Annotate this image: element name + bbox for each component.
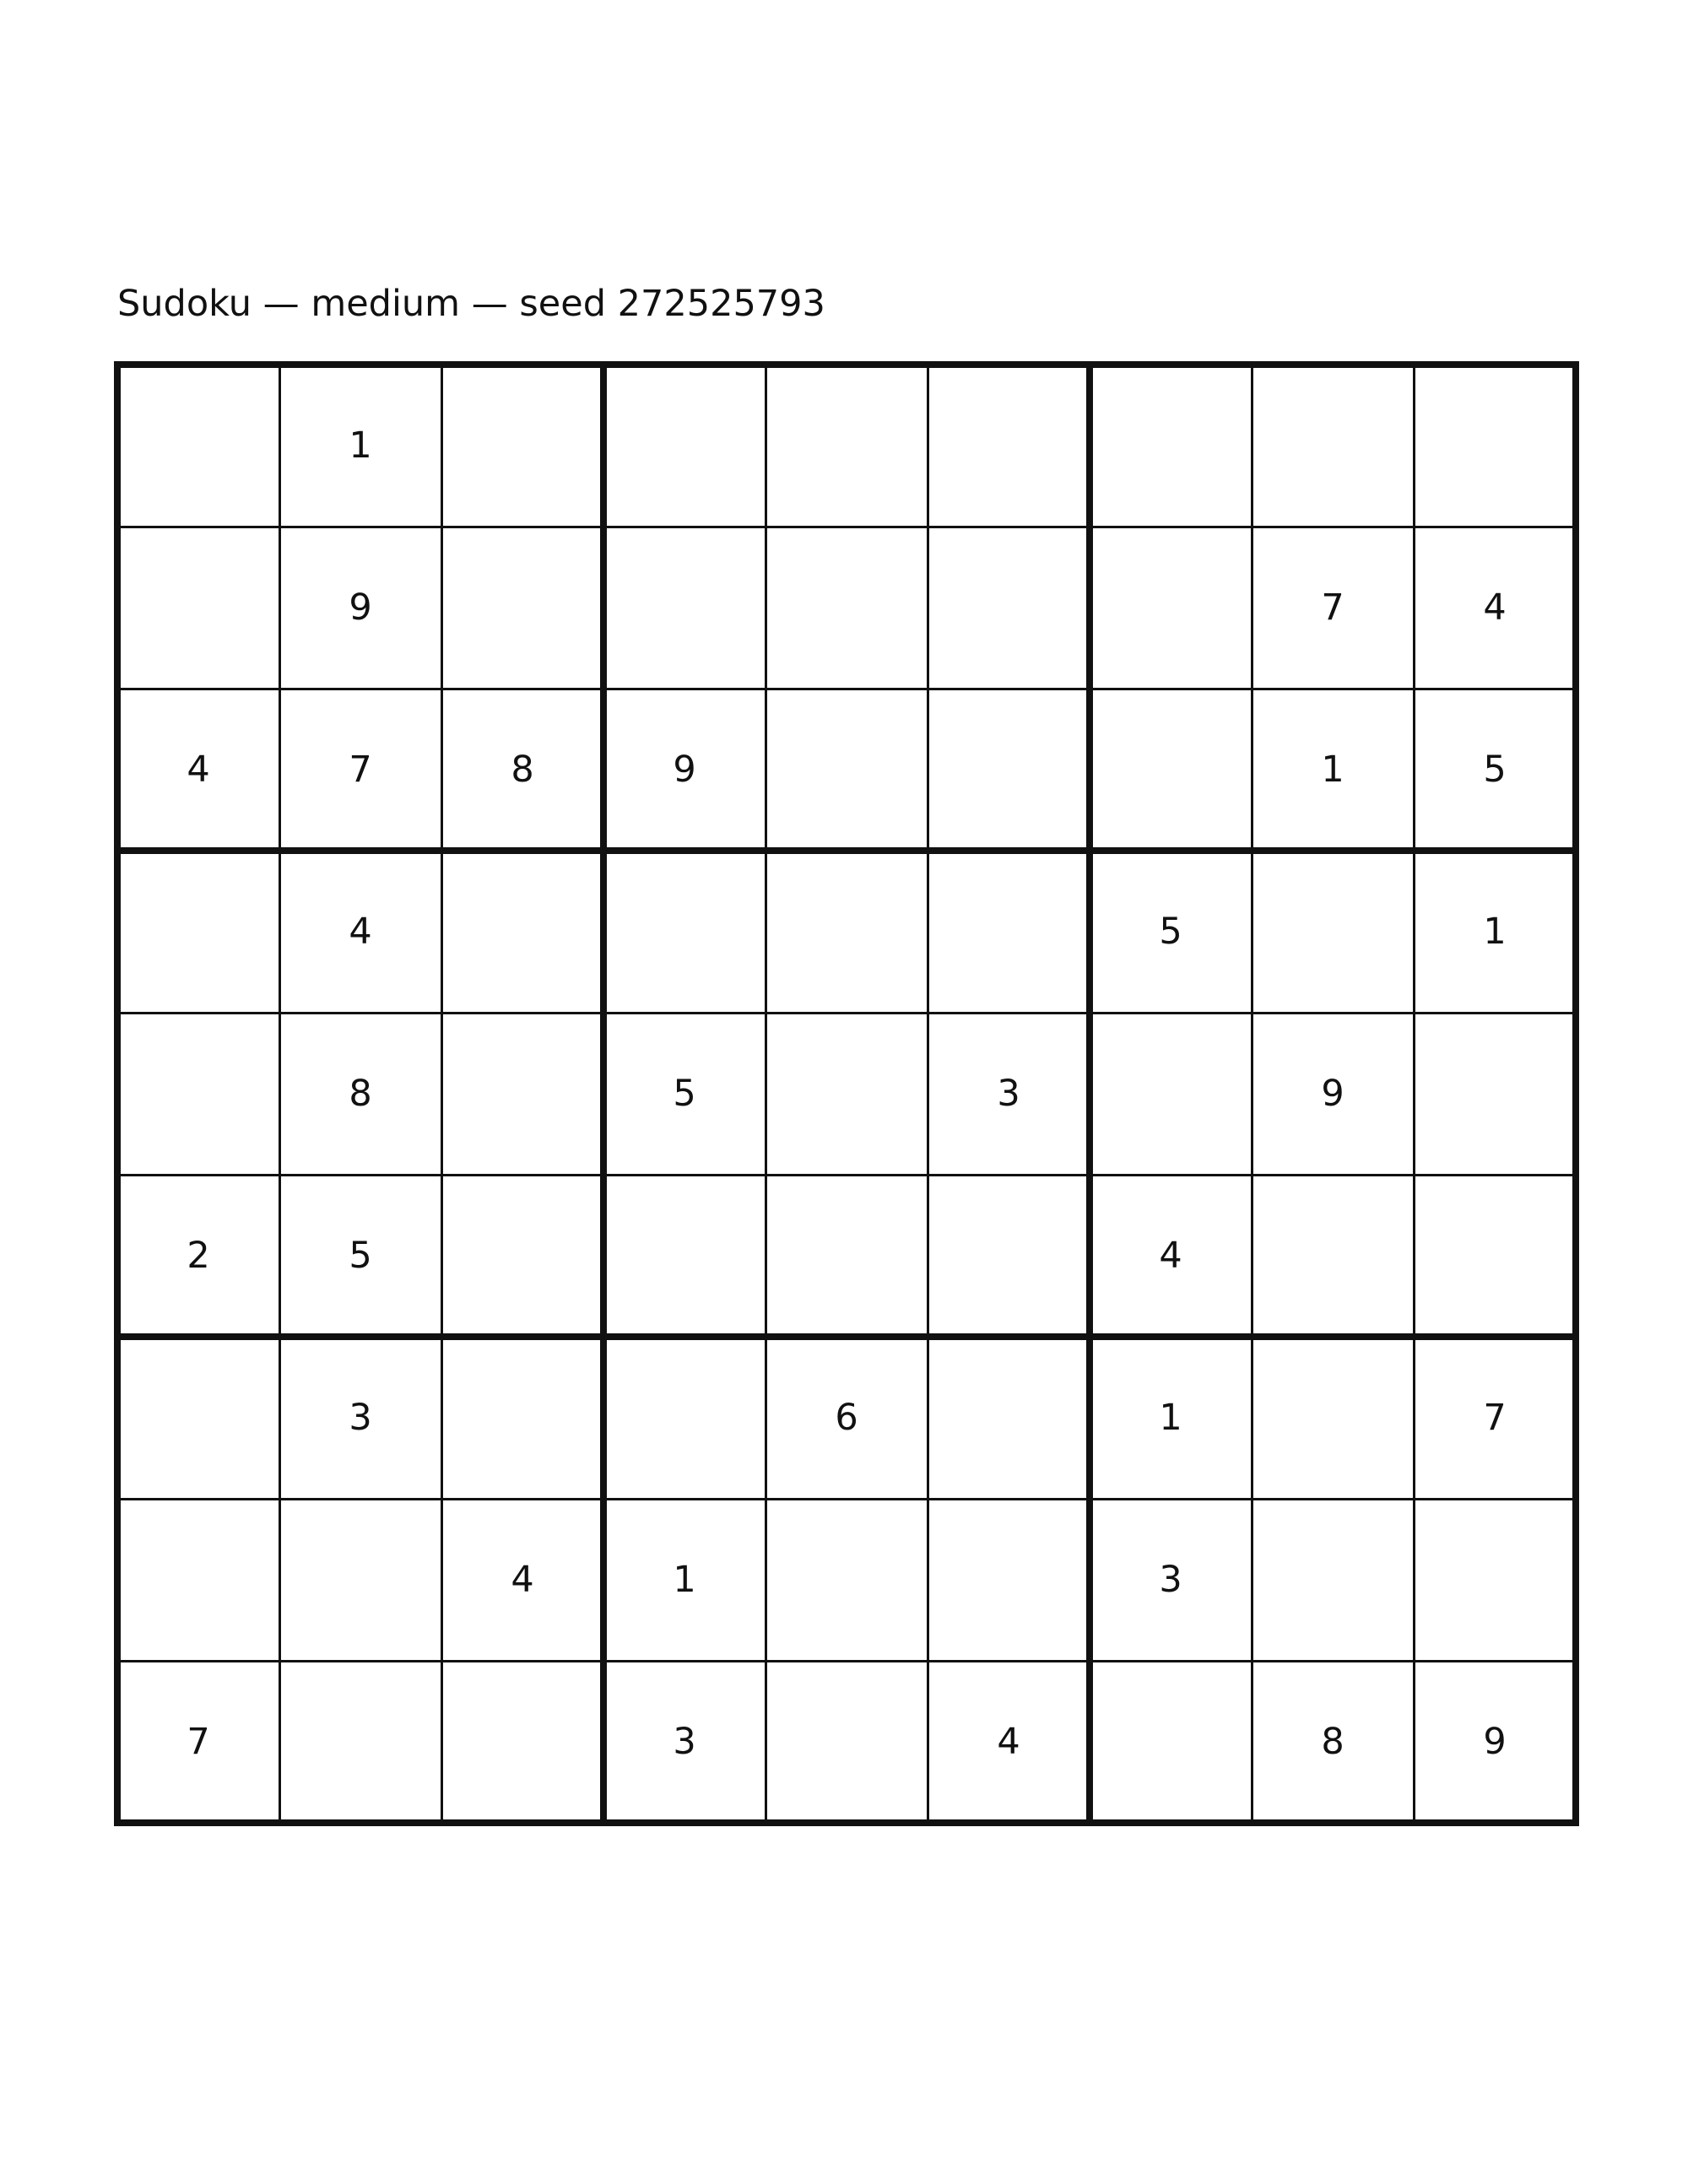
given-cell: 4 [1159, 1235, 1182, 1277]
empty-cell[interactable] [928, 689, 1090, 851]
empty-cell[interactable] [117, 1337, 279, 1499]
cell-divider-horizontal [114, 1012, 1579, 1014]
cell-divider-horizontal [114, 688, 1579, 690]
given-cell: 3 [997, 1073, 1020, 1115]
empty-cell[interactable] [603, 1337, 766, 1499]
empty-cell[interactable] [441, 365, 603, 527]
cell-divider-vertical [927, 361, 929, 1826]
given-cell: 7 [1483, 1397, 1507, 1439]
empty-cell[interactable] [441, 527, 603, 689]
empty-cell[interactable] [603, 1175, 766, 1337]
empty-cell[interactable] [1414, 365, 1576, 527]
empty-cell[interactable] [117, 527, 279, 689]
empty-cell[interactable] [1414, 1013, 1576, 1175]
empty-cell[interactable] [603, 365, 766, 527]
empty-cell[interactable] [766, 1499, 928, 1661]
empty-cell[interactable] [1252, 1175, 1414, 1337]
given-cell: 6 [835, 1397, 858, 1439]
empty-cell[interactable] [441, 1661, 603, 1823]
empty-cell[interactable] [603, 851, 766, 1013]
given-cell: 1 [1483, 911, 1507, 953]
box-divider-horizontal [114, 1819, 1579, 1826]
given-cell: 7 [1321, 587, 1344, 629]
cell-divider-vertical [1413, 361, 1415, 1826]
given-cell: 1 [673, 1559, 696, 1601]
empty-cell[interactable] [766, 527, 928, 689]
given-cell: 1 [1321, 749, 1344, 791]
empty-cell[interactable] [117, 851, 279, 1013]
puzzle-title: Sudoku — medium — seed 272525793 [117, 283, 825, 325]
empty-cell[interactable] [1090, 527, 1252, 689]
empty-cell[interactable] [928, 365, 1090, 527]
empty-cell[interactable] [1252, 1499, 1414, 1661]
given-cell: 9 [349, 587, 372, 629]
empty-cell[interactable] [766, 851, 928, 1013]
given-cell: 1 [349, 424, 372, 467]
empty-cell[interactable] [766, 365, 928, 527]
empty-cell[interactable] [928, 527, 1090, 689]
cell-divider-horizontal [114, 526, 1579, 528]
sudoku-board [117, 365, 1576, 1823]
empty-cell[interactable] [441, 1013, 603, 1175]
empty-cell[interactable] [766, 1175, 928, 1337]
empty-cell[interactable] [1414, 1175, 1576, 1337]
cell-divider-vertical [1251, 361, 1253, 1826]
given-cell: 9 [1321, 1073, 1344, 1115]
cell-divider-vertical [765, 361, 767, 1826]
empty-cell[interactable] [117, 1499, 279, 1661]
empty-cell[interactable] [441, 1337, 603, 1499]
given-cell: 5 [1483, 749, 1507, 791]
empty-cell[interactable] [441, 851, 603, 1013]
given-cell: 7 [349, 749, 372, 791]
box-divider-horizontal [114, 361, 1579, 368]
given-cell: 2 [187, 1235, 210, 1277]
given-cell: 9 [1483, 1721, 1507, 1763]
given-cell: 8 [511, 749, 534, 791]
empty-cell[interactable] [279, 1499, 441, 1661]
given-cell: 1 [1159, 1397, 1182, 1439]
empty-cell[interactable] [441, 1175, 603, 1337]
given-cell: 8 [1321, 1721, 1344, 1763]
cell-divider-horizontal [114, 1660, 1579, 1662]
empty-cell[interactable] [766, 1661, 928, 1823]
given-cell: 4 [997, 1721, 1020, 1763]
cell-divider-vertical [279, 361, 281, 1826]
given-cell: 5 [349, 1235, 372, 1277]
empty-cell[interactable] [1252, 1337, 1414, 1499]
given-cell: 4 [187, 749, 210, 791]
empty-cell[interactable] [1252, 365, 1414, 527]
empty-cell[interactable] [928, 1499, 1090, 1661]
box-divider-horizontal [114, 1333, 1579, 1340]
empty-cell[interactable] [928, 851, 1090, 1013]
given-cell: 7 [187, 1721, 210, 1763]
empty-cell[interactable] [117, 1013, 279, 1175]
given-cell: 4 [511, 1559, 534, 1601]
box-divider-vertical [114, 361, 121, 1826]
given-cell: 4 [1483, 587, 1507, 629]
empty-cell[interactable] [1090, 1661, 1252, 1823]
empty-cell[interactable] [928, 1175, 1090, 1337]
empty-cell[interactable] [603, 527, 766, 689]
box-divider-vertical [1572, 361, 1579, 1826]
cell-divider-horizontal [114, 1498, 1579, 1500]
box-divider-vertical [600, 361, 607, 1826]
given-cell: 3 [349, 1397, 372, 1439]
cell-divider-vertical [441, 361, 443, 1826]
box-divider-horizontal [114, 847, 1579, 854]
given-cell: 5 [673, 1073, 696, 1115]
empty-cell[interactable] [117, 365, 279, 527]
empty-cell[interactable] [928, 1337, 1090, 1499]
empty-cell[interactable] [1414, 1499, 1576, 1661]
given-cell: 8 [349, 1073, 372, 1115]
empty-cell[interactable] [766, 1013, 928, 1175]
empty-cell[interactable] [1090, 1013, 1252, 1175]
empty-cell[interactable] [1090, 689, 1252, 851]
empty-cell[interactable] [1252, 851, 1414, 1013]
given-cell: 3 [673, 1721, 696, 1763]
empty-cell[interactable] [1090, 365, 1252, 527]
box-divider-vertical [1086, 361, 1093, 1826]
empty-cell[interactable] [279, 1661, 441, 1823]
given-cell: 5 [1159, 911, 1182, 953]
given-cell: 9 [673, 749, 696, 791]
empty-cell[interactable] [766, 689, 928, 851]
given-cell: 4 [349, 911, 372, 953]
given-cell: 3 [1159, 1559, 1182, 1601]
cell-divider-horizontal [114, 1174, 1579, 1176]
